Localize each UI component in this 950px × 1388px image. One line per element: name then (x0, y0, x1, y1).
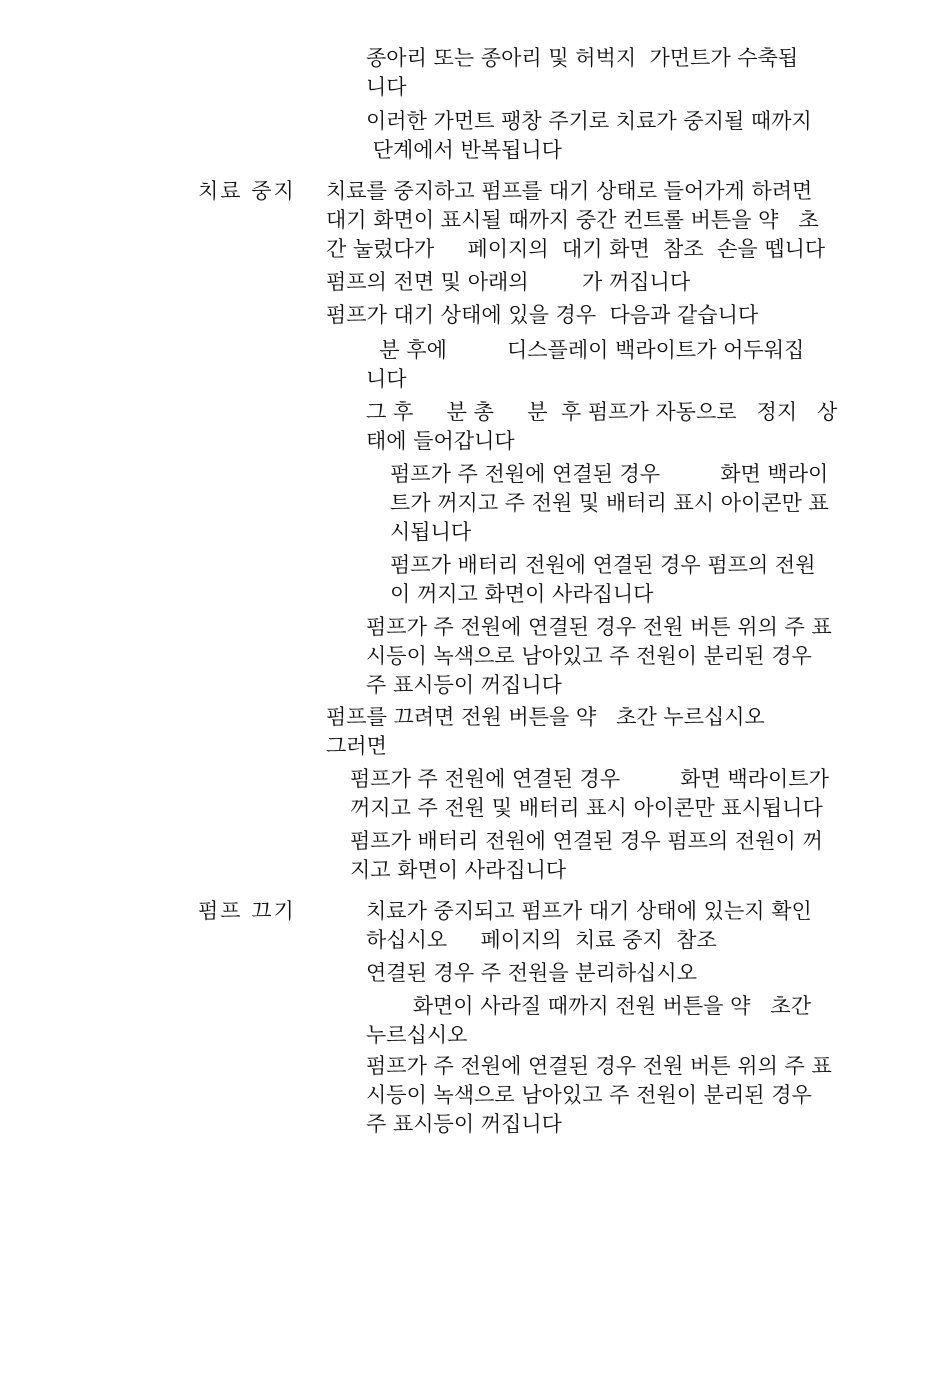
off-step-4-line-1: 펌프가 주 전원에 연결된 경우 전원 버튼 위의 주 표 (366, 1054, 832, 1078)
stop-step-4b-line-2: 지고 화면이 사라집니다 (350, 858, 567, 882)
stop-sub-3-line-2: 시등이 녹색으로 남아있고 주 전원이 분리된 경우 (366, 644, 812, 668)
stop-step-4b-line-1: 펌프가 배터리 전원에 연결된 경우 펌프의 전원이 꺼 (350, 829, 823, 853)
stop-sub-1-line-1: 분 후에 디스플레이 백라이트가 어두워집 (366, 338, 805, 362)
stop-step-1-line-1: 치료를 중지하고 펌프를 대기 상태로 들어가게 하려면 (326, 179, 813, 203)
stop-sub-2a-line-2: 트가 꺼지고 주 전원 및 배터리 표시 아이콘만 표 (390, 491, 829, 515)
section-label-pump-off: 펌프 끄기 (198, 899, 296, 923)
stop-step-4a-line-2: 꺼지고 주 전원 및 배터리 표시 아이콘만 표시됩니다 (350, 796, 823, 820)
stop-sub-2-line-1: 그 후 분 총 분 후 펌프가 자동으로 정지 상 (366, 400, 838, 424)
stop-sub-2-line-2: 태에 들어갑니다 (366, 429, 515, 453)
stop-sub-1-line-2: 니다 (366, 367, 407, 391)
stop-step-4-line-2: 그러면 (326, 734, 387, 758)
stop-sub-3-line-1: 펌프가 주 전원에 연결된 경우 전원 버튼 위의 주 표 (366, 615, 832, 639)
intro-item-1-line-1: 종아리 또는 종아리 및 허벅지 가먼트가 수축됩 (366, 46, 799, 70)
stop-step-2: 펌프의 전면 및 아래의 가 꺼집니다 (326, 270, 691, 294)
intro-item-2-line-2: 단계에서 반복됩니다 (366, 138, 562, 162)
stop-sub-2a-line-1: 펌프가 주 전원에 연결된 경우 화면 백라이 (390, 462, 829, 486)
stop-step-4-line-1: 펌프를 끄려면 전원 버튼을 약 초간 누르십시오 (326, 705, 765, 729)
off-step-2: 연결된 경우 주 전원을 분리하십시오 (366, 961, 697, 985)
section-label-stop-therapy: 치료 중지 (198, 179, 296, 203)
stop-sub-2a-line-3: 시됩니다 (390, 520, 472, 544)
stop-sub-2b-line-1: 펌프가 배터리 전원에 연결된 경우 펌프의 전원 (390, 553, 816, 577)
stop-step-1-line-3: 간 눌렀다가 페이지의 대기 화면 참조 손을 뗍니다 (326, 237, 826, 261)
off-step-1-line-1: 치료가 중지되고 펌프가 대기 상태에 있는지 확인 (366, 899, 812, 923)
off-step-1-line-2: 하십시오 페이지의 치료 중지 참조 (366, 928, 717, 952)
intro-item-1-line-2: 니다 (366, 75, 407, 99)
stop-sub-2b-line-2: 이 꺼지고 화면이 사라집니다 (390, 582, 654, 606)
intro-item-2-line-1: 이러한 가먼트 팽창 주기로 치료가 중지될 때까지 (366, 109, 812, 133)
off-step-3-line-1: 화면이 사라질 때까지 전원 버튼을 약 초간 (366, 994, 811, 1018)
off-step-3-line-2: 누르십시오 (366, 1023, 468, 1047)
stop-step-3: 펌프가 대기 상태에 있을 경우 다음과 같습니다 (326, 303, 759, 327)
stop-step-1-line-2: 대기 화면이 표시될 때까지 중간 컨트롤 버튼을 약 초 (326, 208, 819, 232)
stop-step-4a-line-1: 펌프가 주 전원에 연결된 경우 화면 백라이트가 (350, 767, 829, 791)
stop-sub-3-line-3: 주 표시등이 꺼집니다 (366, 673, 562, 697)
off-step-4-line-3: 주 표시등이 꺼집니다 (366, 1112, 562, 1136)
off-step-4-line-2: 시등이 녹색으로 남아있고 주 전원이 분리된 경우 (366, 1083, 812, 1107)
